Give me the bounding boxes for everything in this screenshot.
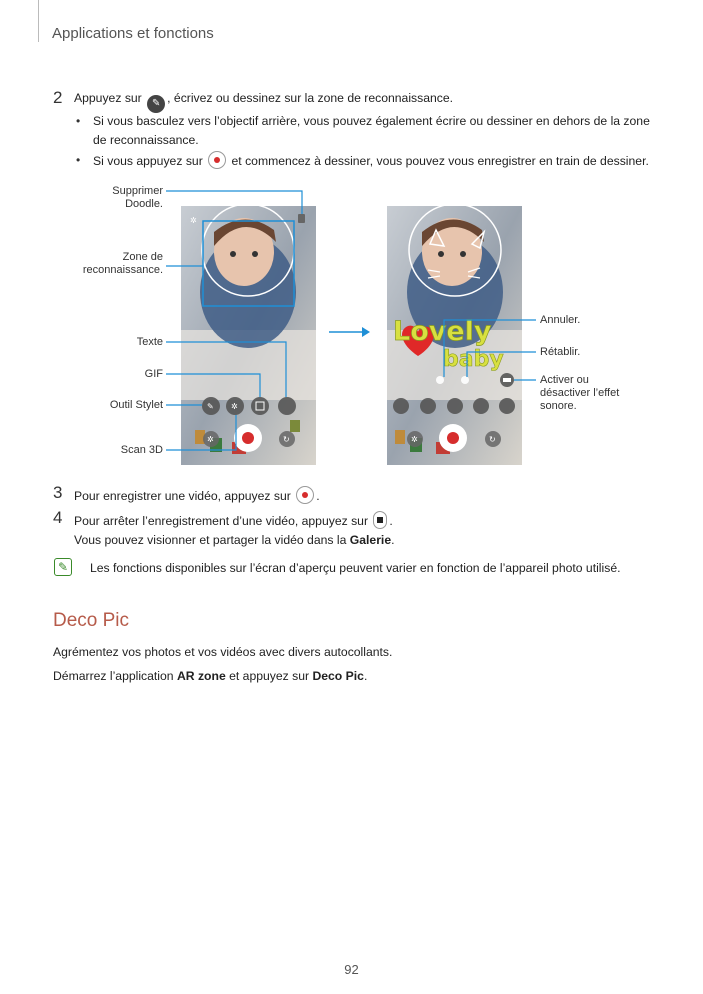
page-number: 92 [344, 962, 359, 977]
bullet-1-line-1: Si vous basculez vers l’objectif arrière, vous pouvez également écrire ou dessiner en dehors de la zone [93, 114, 650, 128]
record-icon [208, 151, 226, 169]
callout-text: Texte [136, 336, 163, 348]
deco-instruction: Démarrez l’application AR zone et appuyez sur Deco Pic. [53, 669, 368, 683]
note-icon: ✎ [54, 558, 72, 576]
callout-gif: GIF [144, 368, 163, 380]
brush-icon [393, 398, 409, 414]
doodle-text-lovely: Lovely [393, 316, 492, 347]
bullet-1-line-2: de reconnaissance. [93, 133, 199, 147]
bullet-dot-1: • [76, 114, 81, 128]
phone-screen-after [387, 204, 522, 465]
callout-pen-tool: Outil Stylet [109, 399, 163, 411]
svg-text:↻: ↻ [283, 435, 290, 444]
delete-doodle-icon [298, 214, 305, 223]
pen-tool-icon-2 [420, 398, 436, 414]
step-4-text: Pour arrêter l’enregistrement d’une vidéo, appuyez sur . [74, 511, 393, 529]
deco-pic-name: Deco Pic [312, 669, 364, 683]
step-2-text [74, 91, 453, 113]
svg-text:✎: ✎ [207, 402, 214, 411]
callout-recognition-zone: Zone de reconnaissance. [82, 251, 163, 276]
text-tool-icon [251, 397, 269, 415]
step-3-text: Pour enregistrer une vidéo, appuyez sur . [74, 486, 320, 504]
bullet-2-text-after: et commencez à dessiner, vous pouvez vous enregistrer en train de dessiner. [231, 154, 649, 168]
step-2-text-after: , écrivez ou dessinez sur la zone de reconnaissance. [167, 91, 454, 105]
gallery-app-name: Galerie [349, 533, 392, 547]
redo-icon [461, 376, 469, 384]
doodle-illustration [0, 180, 703, 470]
stop-icon [373, 511, 387, 529]
section-title-deco-pic: Deco Pic [53, 610, 130, 631]
bullet-dot-2: • [76, 153, 81, 167]
svg-text:✲: ✲ [190, 216, 197, 225]
callout-redo: Rétablir. [540, 346, 581, 358]
callout-sound-effect: Activer ou désactiver l’effet sonore. [540, 374, 620, 412]
bullet-2-text [93, 151, 649, 169]
step-2-number: 2 [53, 88, 63, 107]
highlighter-icon [473, 398, 489, 414]
note-text: Les fonctions disponibles sur l’écran d’aperçu peuvent varier en fonction de l’appareil photo utilisé. [90, 561, 621, 575]
step-4-number: 4 [53, 508, 63, 527]
undo-icon [436, 376, 444, 384]
record-icon-step-3 [296, 486, 314, 504]
eraser-icon-2 [499, 398, 515, 414]
step-4-line-2: Vous pouvez visionner et partager la vidéo dans la Galerie. [74, 533, 395, 547]
page-header-title: Applications et fonctions [52, 25, 214, 42]
phone-screen-before [181, 204, 316, 465]
pen-icon: ✎ [147, 95, 165, 113]
callout-delete-doodle: Supprimer Doodle. [112, 185, 163, 210]
svg-text:✲: ✲ [411, 435, 418, 444]
eraser-tool-icon [278, 397, 296, 415]
callout-scan-3d: Scan 3D [120, 444, 163, 456]
step-2-text-before: Appuyez sur [74, 91, 142, 105]
ar-zone-app-name: AR zone [176, 669, 226, 683]
bullet-2-text-before: Si vous appuyez sur [93, 154, 203, 168]
header-rule [38, 0, 39, 42]
svg-text:↻: ↻ [489, 435, 496, 444]
step-3-number: 3 [53, 483, 63, 502]
deco-description: Agrémentez vos photos et vos vidéos avec divers autocollants. [53, 645, 393, 659]
callout-undo: Annuler. [540, 314, 581, 326]
doodle-text-baby: baby [443, 347, 504, 372]
marker-icon [447, 398, 463, 414]
svg-text:✲: ✲ [207, 435, 214, 444]
svg-text:✲: ✲ [231, 402, 238, 411]
